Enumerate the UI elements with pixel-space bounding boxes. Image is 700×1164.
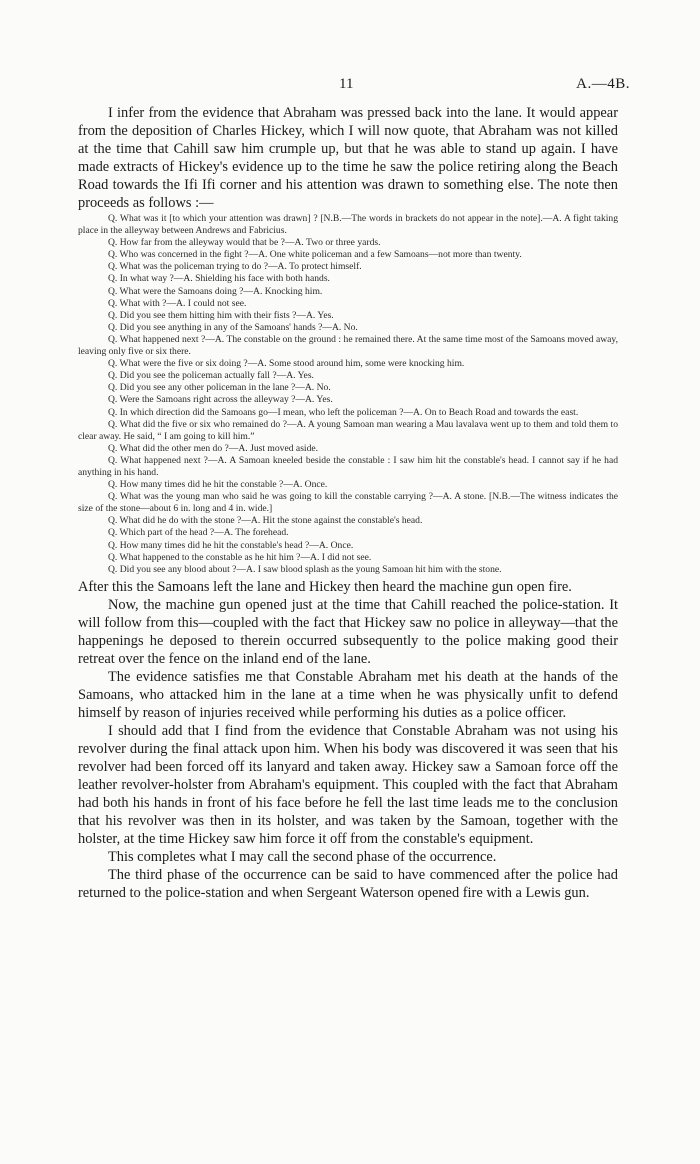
testimony-line: Q. What did he do with the stone ?—A. Hit the stone against the constable's head. xyxy=(108,515,423,527)
page-number: 11 xyxy=(339,76,354,92)
body-paragraph: I should add that I find from the evidence that Constable Abraham was not using his revolver during the final attack upon him. When his body was discovered it was seen that his revolver had been forced off its lanyard and taken away. Hickey saw a Samoan force off the leather revolver-holster from Abraham's equipment. This coupled with the fact that Abraham had both his hands in front of his face before he fell the last time leads me to the conclusion that his revolver was then in its holster, and was taken by the Samoan, together with the holster, at the time Hickey saw him force it off from the constable's equipment. xyxy=(78,722,618,847)
document-reference: A.—4B. xyxy=(576,76,630,92)
body-paragraph: Now, the machine gun opened just at the time that Cahill reached the police-station. It will follow from this—coupled with the fact that Hickey saw no police in alleyway—that the happenings he deposed to therein occurred subsequently to the police making good their retreat over the fence on the inland end of the lane. xyxy=(78,596,618,667)
testimony-line: Q. Which part of the head ?—A. The forehead. xyxy=(108,527,289,539)
testimony-line: Q. What happened to the constable as he hit him ?—A. I did not see. xyxy=(108,551,372,563)
testimony-line: Q. What were the Samoans doing ?—A. Knocking him. xyxy=(108,285,323,297)
testimony-line: Q. What was the policeman trying to do ?—A. To protect himself. xyxy=(108,261,362,273)
intro-paragraph: I infer from the evidence that Abraham was pressed back into the lane. It would appear from the deposition of Charles Hickey, which I will now quote, that Abraham was not killed at the time that Cahill saw him crumple up, but that he was able to stand up again. I have made extracts of Hickey's evidence up to the time he saw the police retiring along the Beach Road towards the Ifi Ifi corner and his attention was drawn to something else. The note then proceeds as follows :— xyxy=(78,105,618,211)
testimony-line: Q. How many times did he hit the constable's head ?—A. Once. xyxy=(108,539,354,551)
testimony-line: Q. Did you see them hitting him with their fists ?—A. Yes. xyxy=(108,309,334,321)
testimony-line: Q. What was it [to which your attention was drawn] ? [N.B.—The words in brackets do not appear in the note].—A. A fight taking place in the alleyway between Andrews and Fabricius. xyxy=(78,213,618,237)
testimony-line: Q. What happened next ?—A. The constable on the ground : he remained there. At the same time most of the Samoans moved away, leaving only five or six there. xyxy=(78,333,618,358)
testimony-line: Q. Did you see anything in any of the Samoans' hands ?—A. No. xyxy=(108,321,358,333)
testimony-line: Q. Were the Samoans right across the alleyway ?—A. Yes. xyxy=(108,394,333,406)
testimony-line: Q. What were the five or six doing ?—A. Some stood around him, some were knocking him. xyxy=(108,358,465,370)
testimony-line: Q. What with ?—A. I could not see. xyxy=(108,297,247,309)
testimony-line: Q. What was the young man who said he was going to kill the constable carrying ?—A. A stone. [N.B.—The witness indicates the size of the stone—about 6 in. long and 4 in. wide.] xyxy=(78,491,618,515)
testimony-line: Q. What happened next ?—A. A Samoan kneeled beside the constable : I saw him hit the constable's head. I cannot say if he had anything in his hand. xyxy=(78,454,618,478)
testimony-line: Q. How many times did he hit the constable ?—A. Once. xyxy=(108,479,328,491)
testimony-line: Q. Did you see any other policeman in the lane ?—A. No. xyxy=(108,382,331,394)
testimony-block xyxy=(78,213,618,576)
testimony-line: Q. Did you see any blood about ?—A. I saw blood splash as the young Samoan hit him with the stone. xyxy=(108,563,502,575)
testimony-line: Q. In what way ?—A. Shielding his face with both hands. xyxy=(108,273,330,285)
body-paragraph: The evidence satisfies me that Constable Abraham met his death at the hands of the Samoans, who attacked him in the lane at a time when he was physically unfit to defend himself by reason of injuries received while performing his duties as a police officer. xyxy=(78,668,618,721)
testimony-line: Q. In which direction did the Samoans go—I mean, who left the policeman ?—A. On to Beach Road and towards the east. xyxy=(108,406,579,418)
testimony-line: Q. What did the other men do ?—A. Just moved aside. xyxy=(108,442,319,454)
page-header xyxy=(0,76,700,94)
testimony-line: Q. What did the five or six who remained do ?—A. A young Samoan man wearing a Mau lavalava went up to them and told them to clear away. He said, “ I am going to kill him.” xyxy=(78,418,618,442)
body-paragraph: This completes what I may call the second phase of the occurrence. xyxy=(108,848,497,865)
testimony-line: Q. Did you see the policeman actually fall ?—A. Yes. xyxy=(108,370,314,382)
body-paragraph: The third phase of the occurrence can be said to have commenced after the police had returned to the police-station and when Sergeant Waterson opened fire with a Lewis gun. xyxy=(78,866,618,901)
testimony-line: Q. How far from the alleyway would that be ?—A. Two or three yards. xyxy=(108,237,381,249)
testimony-line: Q. Who was concerned in the fight ?—A. One white policeman and a few Samoans—not more than twenty. xyxy=(108,249,522,261)
document-body xyxy=(78,104,618,902)
body-paragraph: After this the Samoans left the lane and Hickey then heard the machine gun open fire. xyxy=(78,578,572,595)
